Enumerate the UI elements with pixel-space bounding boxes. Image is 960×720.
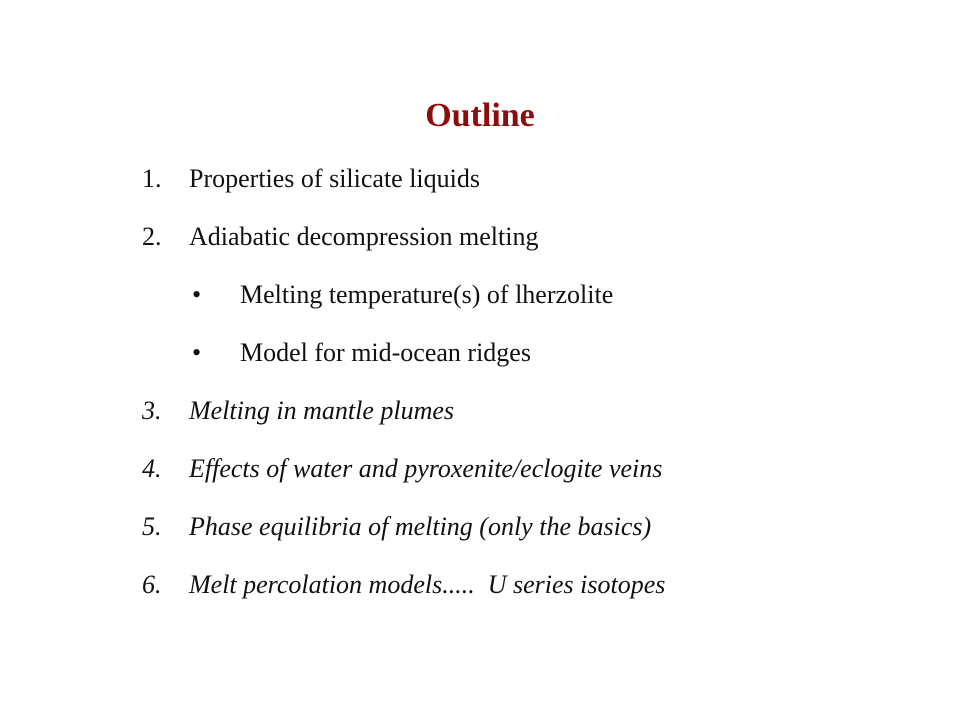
list-item-text: Properties of silicate liquids	[189, 164, 481, 193]
list-item-number: 1.	[142, 164, 162, 193]
list-item-text: Adiabatic decompression melting	[189, 222, 539, 251]
bullet-icon: •	[192, 280, 202, 309]
list-item-text: Melting temperature(s) of lherzolite	[240, 280, 614, 309]
list-item-number: 3.	[142, 396, 162, 425]
list-item-number: 2.	[142, 222, 162, 251]
list-item-text: Effects of water and pyroxenite/eclogite veins	[189, 454, 663, 483]
list-item-number: 6.	[142, 570, 162, 599]
list-item-number: 5.	[142, 512, 162, 541]
list-item-text: Model for mid-ocean ridges	[240, 338, 531, 367]
bullet-icon: •	[192, 338, 202, 367]
slide-title: Outline	[425, 97, 535, 134]
list-item-text: Melt percolation models..... U series isotopes	[189, 570, 666, 599]
list-item-text: Phase equilibria of melting (only the basics)	[189, 512, 652, 541]
list-item-text: Melting in mantle plumes	[189, 396, 455, 425]
list-item-number: 4.	[142, 454, 162, 483]
